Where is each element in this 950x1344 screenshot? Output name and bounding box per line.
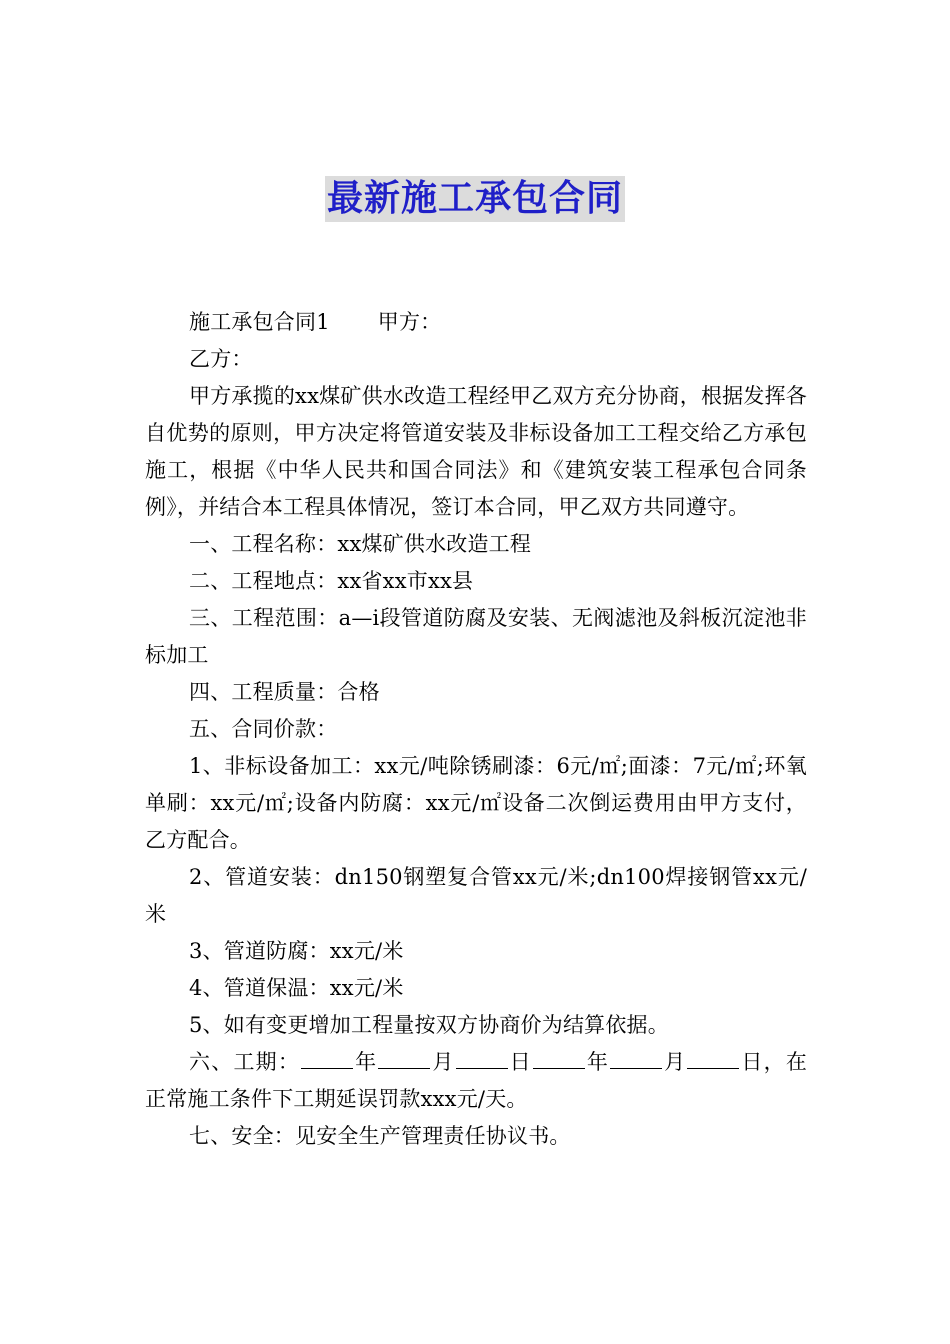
clause-project-scope: 三、工程范围：a—i段管道防腐及安装、无阀滤池及斜板沉淀池非标加工 xyxy=(145,606,807,667)
year-unit: 年 xyxy=(354,1050,378,1074)
clause-project-location: 二、工程地点：xx省xx市xx县 xyxy=(189,569,474,593)
title-wrap xyxy=(0,176,950,222)
clause-project-quality: 四、工程质量：合格 xyxy=(189,680,380,704)
blank-end-month xyxy=(610,1046,662,1069)
month-unit: 月 xyxy=(663,1050,687,1074)
intro-paragraph: 甲方承揽的xx煤矿供水改造工程经甲乙双方充分协商，根据发挥各自优势的原则，甲方决定将管道安装及非标设备加工工程交给乙方承包施工，根据《中华人民共和国合同法》和《建筑安装工程承包合同条例》，并结合本工程具体情况，签订本合同，甲乙双方共同遵守。 xyxy=(145,384,807,519)
price-item-3: 3、管道防腐：xx元/米 xyxy=(189,939,404,963)
duration-label: 六、工期： xyxy=(189,1050,301,1074)
blank-start-month xyxy=(378,1046,430,1069)
document-title: 最新施工承包合同 xyxy=(325,176,625,222)
month-unit: 月 xyxy=(431,1050,455,1074)
clause-contract-price: 五、合同价款： xyxy=(189,717,338,741)
clause-project-name: 一、工程名称：xx煤矿供水改造工程 xyxy=(189,532,532,556)
day-unit: 日 xyxy=(508,1050,532,1074)
blank-end-day xyxy=(687,1046,739,1069)
contract-number: 施工承包合同1 xyxy=(189,310,330,334)
duration-penalty: 在正常施工条件下工期延误罚款xxx元/天。 xyxy=(145,1050,808,1111)
blank-start-day xyxy=(456,1046,508,1069)
year-unit: 年 xyxy=(585,1050,610,1074)
party-a-label: 甲方： xyxy=(377,310,442,334)
price-item-5: 5、如有变更增加工程量按双方协商价为结算依据。 xyxy=(189,1013,669,1037)
price-item-4: 4、管道保温：xx元/米 xyxy=(189,976,404,1000)
blank-end-year xyxy=(533,1046,585,1069)
document-body xyxy=(145,304,807,1155)
clause-duration xyxy=(145,1044,807,1118)
header-line xyxy=(145,304,807,341)
price-item-1: 1、非标设备加工：xx元/吨除锈刷漆：6元/㎡;面漆：7元/㎡;环氧单刷：xx元/㎡;设备内防腐：xx元/㎡设备二次倒运费用由甲方支付，乙方配合。 xyxy=(145,754,807,852)
clause-safety: 七、安全：见安全生产管理责任协议书。 xyxy=(189,1124,571,1148)
price-item-2: 2、管道安装：dn150钢塑复合管xx元/米;dn100焊接钢管xx元/米 xyxy=(145,865,807,926)
day-unit: 日 xyxy=(740,1050,764,1074)
duration-comma: ， xyxy=(763,1050,786,1074)
party-b-label: 乙方： xyxy=(189,347,253,371)
blank-start-year xyxy=(301,1046,353,1069)
